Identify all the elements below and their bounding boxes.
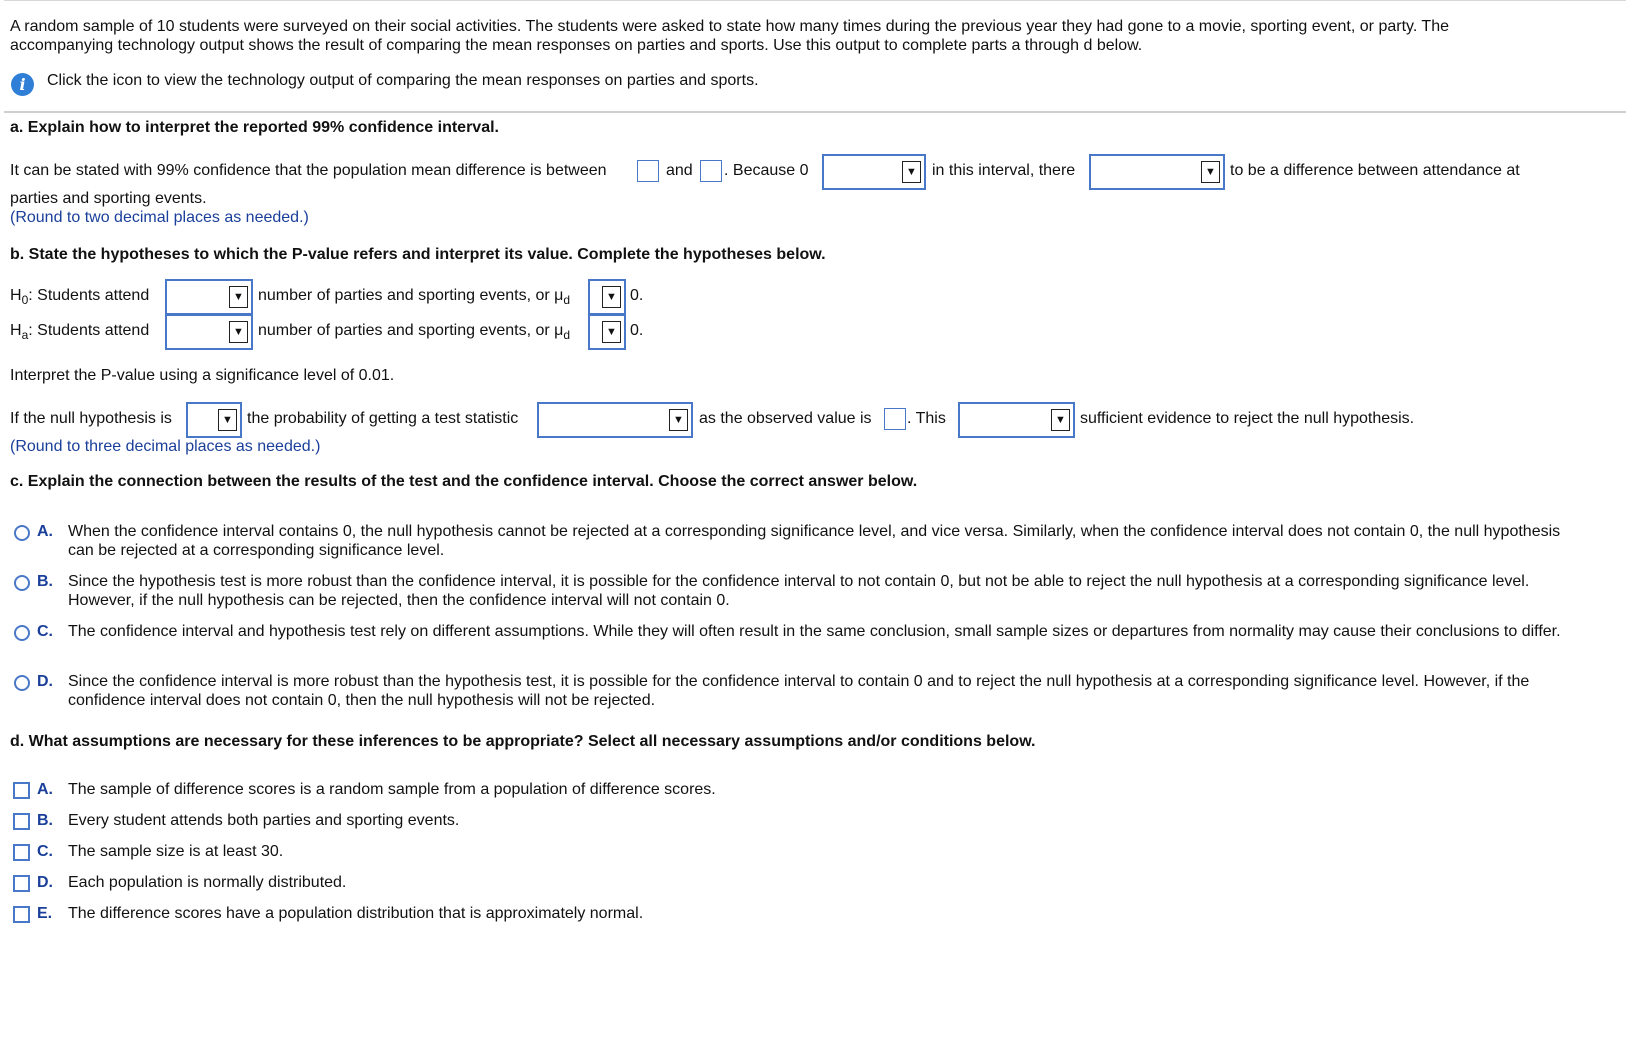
part-a-sentence-end: parties and sporting events.: [10, 190, 207, 207]
chevron-down-icon: ▼: [229, 286, 248, 308]
option-d-text[interactable]: Since the confidence interval is more robust than the hypothesis test, it is possible for the confidence interval to contain 0 and to reject the null hypothesis at a corresponding significance level. However, if the confidence interval does not contain 0, then the null hypothesis will not be rejected.: [68, 673, 1530, 709]
ha-attend-dropdown[interactable]: [165, 314, 253, 350]
chevron-down-icon: ▼: [229, 321, 248, 343]
part-b-round-note: (Round to three decimal places as needed.): [10, 438, 321, 455]
evidence-dropdown[interactable]: [958, 402, 1075, 438]
chevron-down-icon: ▼: [218, 409, 237, 431]
chevron-down-icon: ▼: [1201, 161, 1220, 183]
interpret-instruction: Interpret the P-value using a significance level of 0.01.: [10, 367, 395, 384]
option-b-radio[interactable]: [14, 575, 30, 591]
assumption-c-letter: C.: [37, 843, 53, 860]
h0-zero: 0.: [630, 287, 644, 304]
part-a-in-interval: in this interval, there: [932, 162, 1076, 179]
ha-zero: 0.: [630, 322, 644, 339]
ci-lower-input[interactable]: [637, 160, 659, 182]
ha-relation-dropdown[interactable]: [588, 314, 626, 350]
zero-in-interval-dropdown[interactable]: [822, 154, 926, 190]
chevron-down-icon: ▼: [602, 286, 621, 308]
option-d-letter: D.: [37, 673, 53, 690]
top-rule: [4, 0, 1626, 1]
option-a-letter: A.: [37, 523, 53, 540]
assumption-a-text[interactable]: The sample of difference scores is a random sample from a population of difference scores.: [68, 781, 716, 798]
pvalue-text-5: sufficient evidence to reject the null hypothesis.: [1080, 410, 1415, 427]
h0-mid-text: number of parties and sporting events, or $\mu_d$: [258, 287, 571, 308]
assumption-b-text[interactable]: Every student attends both parties and sporting events.: [68, 812, 460, 829]
null-true-dropdown[interactable]: [186, 402, 242, 438]
assumption-c-text[interactable]: The sample size is at least 30.: [68, 843, 284, 860]
assumption-b-letter: B.: [37, 812, 53, 829]
ha-label: $H_a$: Students attend: [10, 322, 150, 343]
part-a-because: . Because 0: [724, 162, 809, 179]
option-b-text[interactable]: Since the hypothesis test is more robust than the confidence interval, it is possible for the confidence interval to not contain 0, but not be able to reject the null hypothesis at a corresponding significance level. However, if the null hypothesis can be rejected, then the confidence interval will not contain 0.: [68, 573, 1530, 609]
pvalue-text-3: as the observed value is: [699, 410, 872, 427]
assumption-b-checkbox[interactable]: [13, 813, 30, 830]
test-statistic-dropdown[interactable]: [537, 402, 693, 438]
part-a-heading: a. Explain how to interpret the reported 99% confidence interval.: [10, 119, 499, 136]
assumption-d-checkbox[interactable]: [13, 875, 30, 892]
option-a-radio[interactable]: [14, 525, 30, 541]
option-b-letter: B.: [37, 573, 53, 590]
assumption-d-text[interactable]: Each population is normally distributed.: [68, 874, 347, 891]
h0-relation-dropdown[interactable]: [588, 279, 626, 315]
option-a-text[interactable]: When the confidence interval contains 0, the null hypothesis cannot be rejected at a corresponding significance level, and vice versa. Similarly, when the confidence interval does not contain 0, the null hypothesis can be rejected at a corresponding significance level.: [68, 523, 1561, 559]
intro-line-1: A random sample of 10 students were surveyed on their social activities. The students were asked to state how many times during the previous year they had gone to a movie, sporting event, or party. The: [10, 18, 1449, 35]
part-d-heading: d. What assumptions are necessary for these inferences to be appropriate? Select all necessary assumptions and/or conditions below.: [10, 733, 1036, 750]
part-a-tail: to be a difference between attendance at: [1230, 162, 1520, 179]
assumption-c-checkbox[interactable]: [13, 844, 30, 861]
part-a-sentence-1: It can be stated with 99% confidence that the population mean difference is between: [10, 162, 607, 179]
info-icon[interactable]: i: [11, 73, 34, 96]
chevron-down-icon: ▼: [669, 409, 688, 431]
part-a-and: and: [666, 162, 693, 179]
assumption-a-checkbox[interactable]: [13, 782, 30, 799]
option-c-text[interactable]: The confidence interval and hypothesis test rely on different assumptions. While they will often result in the same conclusion, small sample sizes or departures from normality may cause their conclusions to differ.: [68, 623, 1561, 640]
info-link-text[interactable]: Click the icon to view the technology output of comparing the mean responses on parties and sports.: [47, 72, 759, 89]
difference-dropdown[interactable]: [1089, 154, 1225, 190]
h0-attend-dropdown[interactable]: [165, 279, 253, 315]
assumption-e-letter: E.: [37, 905, 53, 922]
assumption-d-letter: D.: [37, 874, 53, 891]
part-c-heading: c. Explain the connection between the results of the test and the confidence interval. Choose the correct answer below.: [10, 473, 918, 490]
h0-label: $H_0$: Students attend: [10, 287, 150, 308]
part-b-heading: b. State the hypotheses to which the P-value refers and interpret its value. Complete the hypotheses below.: [10, 246, 826, 263]
intro-line-2: accompanying technology output shows the result of comparing the mean responses on parties and sports. Use this output to complete parts a through d below.: [10, 37, 1143, 54]
pvalue-text-1: If the null hypothesis is: [10, 410, 172, 427]
part-a-round-note: (Round to two decimal places as needed.): [10, 209, 309, 226]
chevron-down-icon: ▼: [602, 321, 621, 343]
chevron-down-icon: ▼: [1051, 409, 1070, 431]
pvalue-text-4: . This: [907, 410, 946, 427]
assumption-e-checkbox[interactable]: [13, 906, 30, 923]
ci-upper-input[interactable]: [700, 160, 722, 182]
option-c-letter: C.: [37, 623, 53, 640]
option-c-radio[interactable]: [14, 625, 30, 641]
separator: [4, 111, 1626, 113]
assumption-e-text[interactable]: The difference scores have a population distribution that is approximately normal.: [68, 905, 644, 922]
assumption-a-letter: A.: [37, 781, 53, 798]
ha-mid-text: number of parties and sporting events, or $\mu_d$: [258, 322, 571, 343]
option-d-radio[interactable]: [14, 675, 30, 691]
pvalue-text-2: the probability of getting a test statistic: [247, 410, 519, 427]
chevron-down-icon: ▼: [902, 161, 921, 183]
pvalue-input[interactable]: [884, 408, 906, 430]
